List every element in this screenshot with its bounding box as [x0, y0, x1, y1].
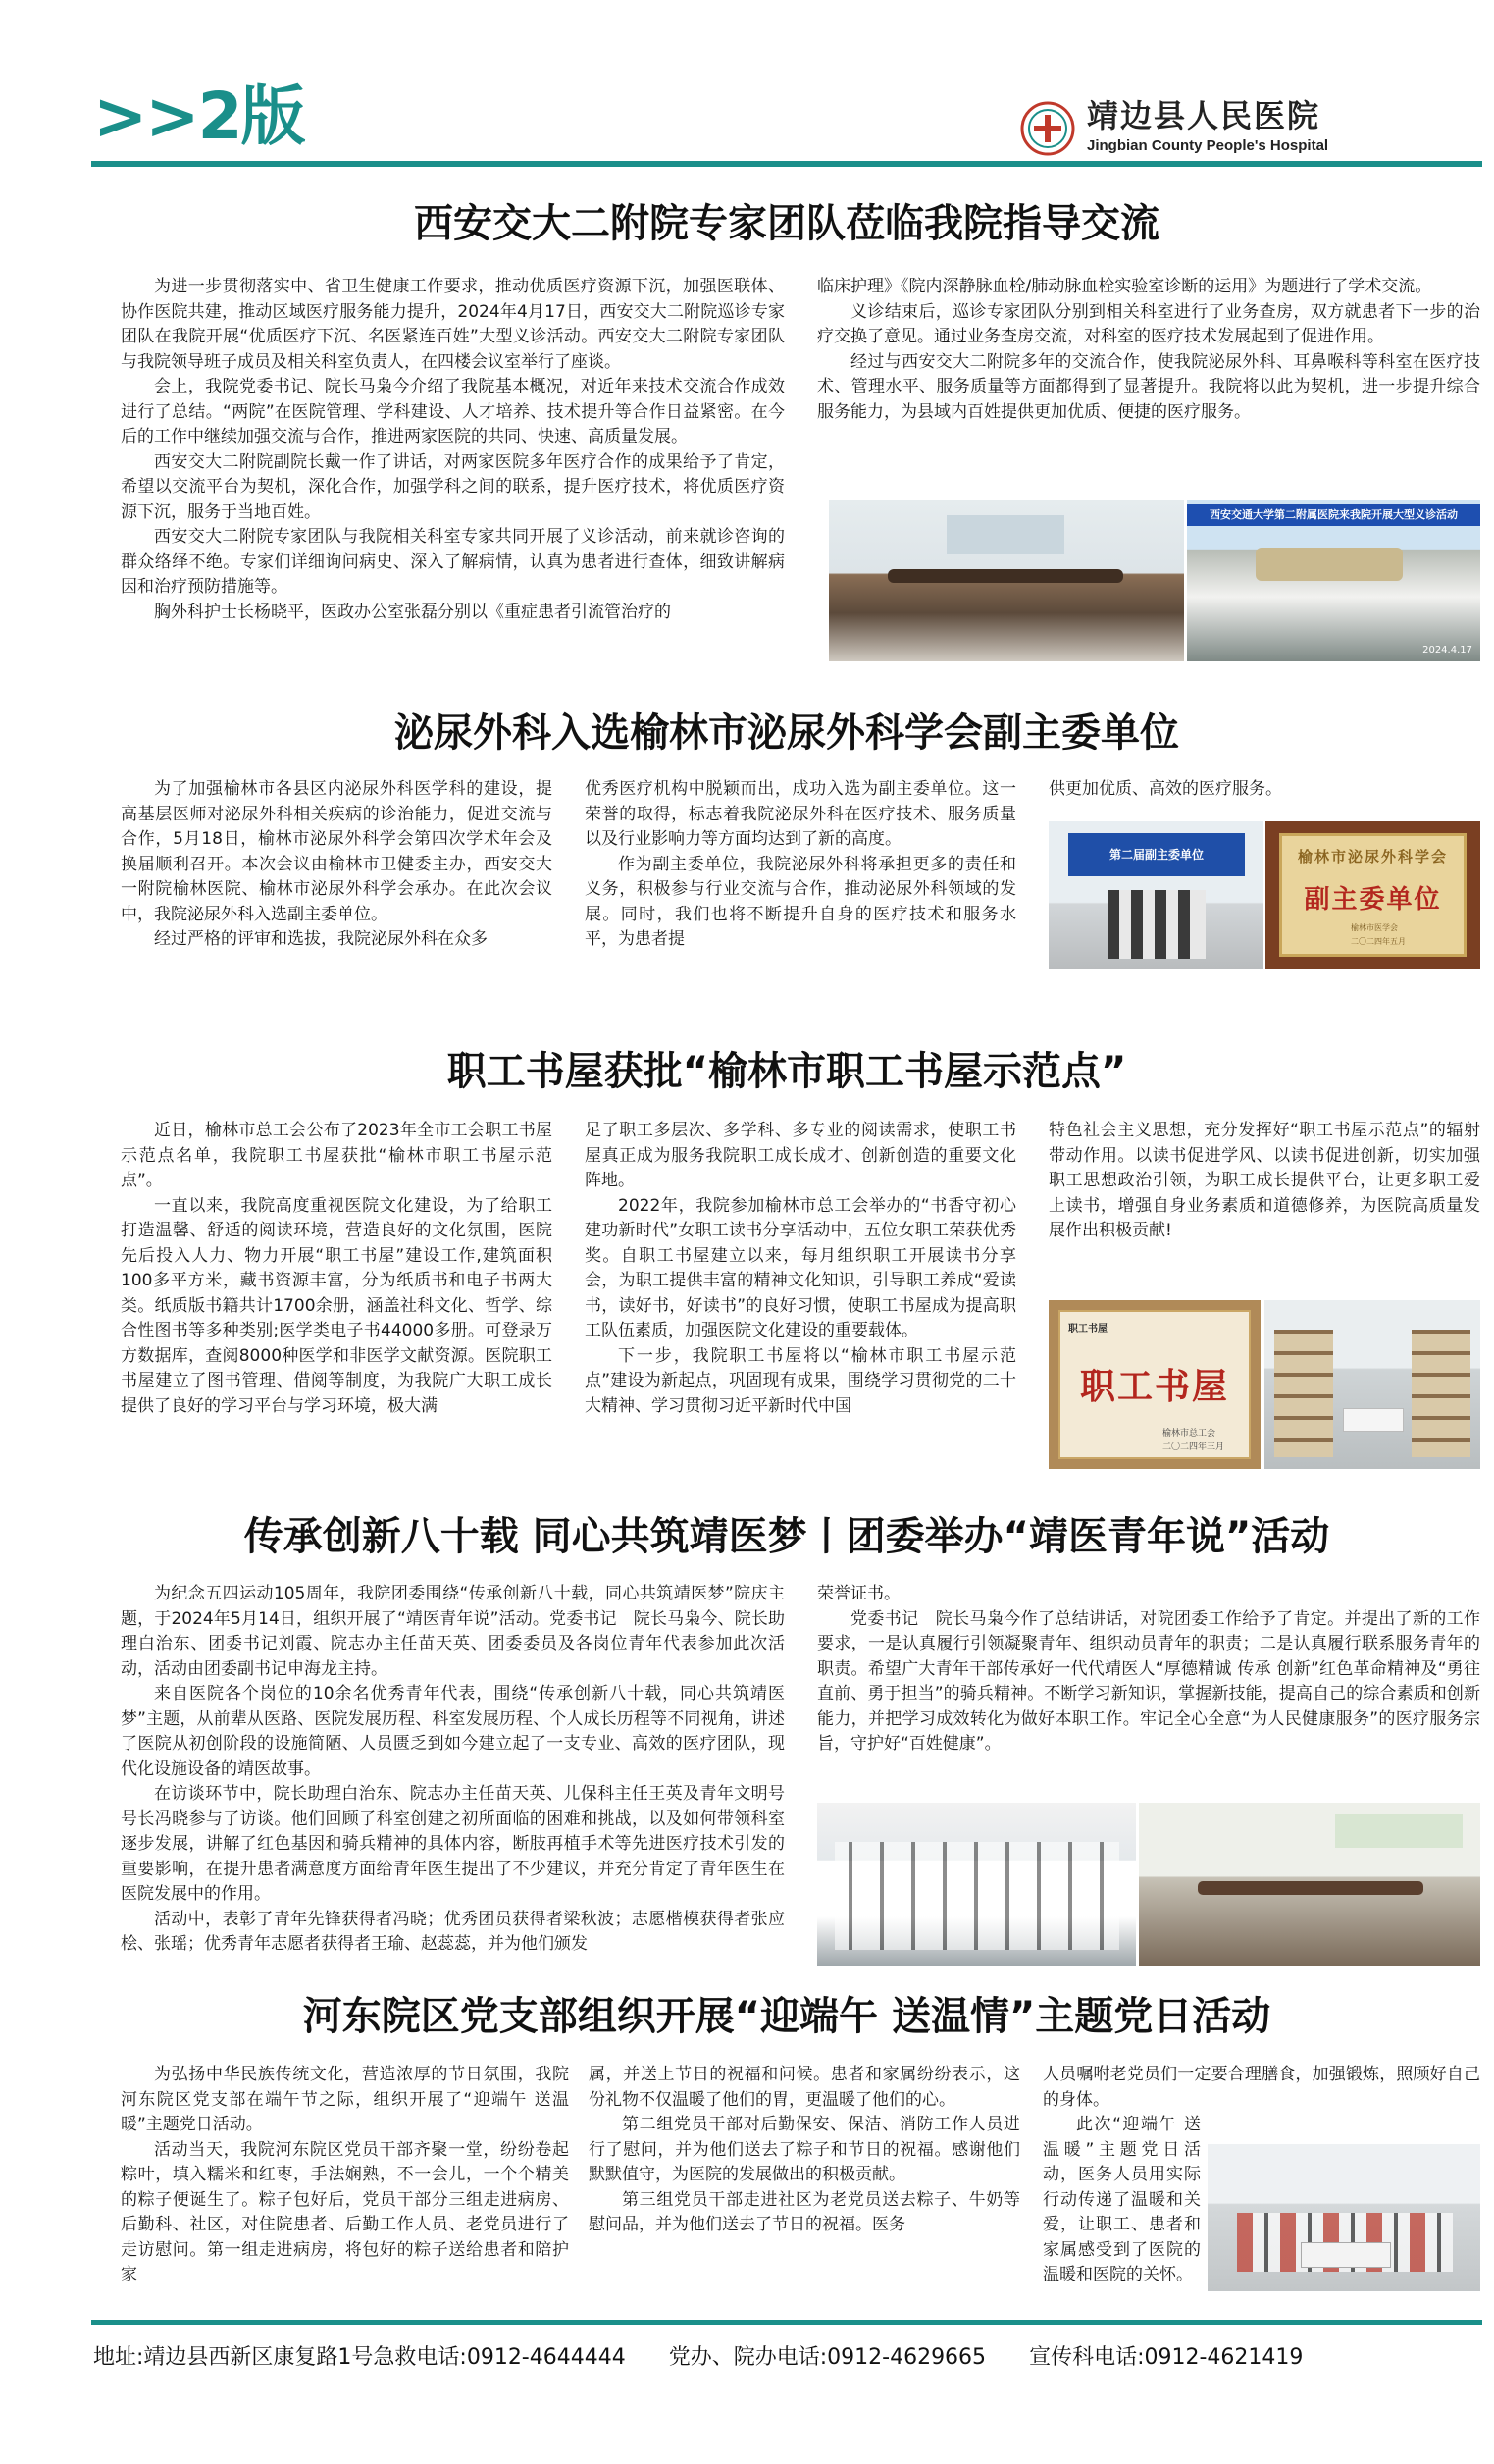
footer-office-phone: 党办、院办电话:0912-4629665	[668, 2345, 987, 2370]
plaque-issuer: 榆林市总工会	[1162, 1429, 1216, 1439]
paragraph: 一直以来，我院高度重视医院文化建设，为了给职工打造温馨、舒适的阅读环境，营造良好的文化氛围，医院先后投入人力、物力开展“职工书屋”建设工作,建筑面积100多平方米，藏书资源丰富，分为纸质书和电子书两大类。纸质版书籍共计1700余册，涵盖社科文化、哲学、综合性图书等多种类别;医学类电子书44000多册。可登录万方数据库，查阅8000种医学和非医学文献资源。医院职工书屋建立了图书管理、借阅等制度，为我院广大职工成长提供了良好的学习平台与学习环境，极大满	[121, 1195, 552, 1416]
youth-group-photo	[817, 1803, 1136, 1966]
paragraph: 来自医院各个岗位的10余名优秀青年代表，围绕“传承创新八十载，同心共筑靖医梦”主题，从前辈从医路、医院发展历程、科室发展历程、个人成长历程等不同视角，讲述了医院从初创阶段的设施简陋、人员匮乏到如今建立起了一支专业、高效的医疗团队，现代化设施设备的靖医故事。	[121, 1684, 785, 1779]
paragraph: 为纪念五四运动105周年，我院团委围绕“传承创新八十载，同心共筑靖医梦”院庆主题，于2024年5月14日，组织开展了“靖医青年说”活动。党委书记 院长马枭今、院长助理白治东、团委书记刘霞、院志办主任苗天英、团委委员及各岗位青年代表参加此次活动，活动由团委副书记申海龙主持。	[121, 1584, 785, 1679]
paragraph: 会上，我院党委书记、院长马枭今介绍了我院基本概况，对近年来技术交流合作成效进行了总结。“两院”在医院管理、学科建设、人才培养、技术提升等合作日益紧密。在今后的工作中继续加强交流与合作，推进两家医院的共同、快速、高质量发展。	[121, 377, 785, 446]
group-photo	[1187, 500, 1480, 661]
paragraph: 2022年，我院参加榆林市总工会举办的“书香守初心 建功新时代”女职工读书分享活动中，五位女职工荣获优秀奖。自职工书屋建立以来，每月组织职工开展读书分享会，为职工提供丰富的精神文化知识，引导职工养成“爱读书，读好书，好读书”的良好习惯，使职工书屋成为提高职工队伍素质，加强医院文化建设的重要载体。	[585, 1195, 1016, 1340]
reading-room-photo	[1264, 1300, 1480, 1469]
plaque-date: 二〇二四年五月	[1351, 937, 1406, 946]
hospital-logo-icon	[1020, 101, 1075, 156]
plaque-date: 二〇二四年三月	[1162, 1442, 1225, 1452]
paragraph: 属，并送上节日的祝福和问候。患者和家属纷纷表示，这份礼物不仅温暖了他们的胃，更温暖了他们的心。	[589, 2065, 1020, 2110]
plaque-small-label: 职工书屋	[1068, 1324, 1108, 1335]
article-5-title: 河东院区党支部组织开展“迎端午 送温情”主题党日活动	[302, 1994, 1271, 2039]
plaque-title: 榆林市泌尿外科学会	[1297, 848, 1448, 865]
footer-publicity-phone: 宣传科电话:0912-4621419	[1029, 2345, 1304, 2370]
article-3-col3	[1049, 1119, 1480, 1244]
paragraph: 为进一步贯彻落实中、省卫生健康工作要求，推动优质医疗资源下沉，加强医联体、协作医院共建，推动区域医疗服务能力提升，2024年4月17日，西安交大二附院巡诊专家团队在我院开展“优质医疗下沉、名医紧连百姓”大型义诊活动。西安交大二附院专家团队与我院领导班子成员及相关科室负责人，在四楼会议室举行了座谈。	[121, 277, 785, 372]
paragraph: 经过与西安交大二附院多年的交流合作，使我院泌尿外科、耳鼻喉科等科室在医疗技术、管理水平、服务质量等方面都得到了显著提升。我院将以此为契机，进一步提升综合服务能力，为县域内百姓提供更加优质、便捷的医疗服务。	[817, 351, 1480, 422]
paragraph: 活动当天，我院河东院区党员干部齐聚一堂，纷纷卷起粽叶，填入糯米和红枣，手法娴熟，不一会儿，一个个精美的粽子便诞生了。粽子包好后，党员干部分三组走进病房、后勤科、社区，对住院患者、后勤工作人员、老党员进行了走访慰问。第一组走进病房，将包好的粽子送给患者和陪护家	[121, 2139, 569, 2284]
article-3-col1	[121, 1119, 552, 1419]
article-1-col1	[121, 275, 785, 625]
paragraph: 下一步，我院职工书屋将以“榆林市职工书屋示范点”建设为新起点，巩固现有成果，围绕学习贯彻党的二十大精神、学习贯彻习近平新时代中国	[585, 1345, 1016, 1416]
paragraph: 足了职工多层次、多学科、多专业的阅读需求，使职工书屋真正成为服务我院职工成长成才、创新创造的重要文化阵地。	[585, 1121, 1016, 1190]
award-plaque-photo	[1265, 821, 1480, 969]
dragon-boat-visit-photo	[1208, 2144, 1480, 2291]
article-3-title: 职工书屋获批“榆林市职工书屋示范点”	[446, 1049, 1127, 1094]
paragraph: 人员嘱咐老党员们一定要合理膳食，加强锻炼，照顾好自己的身体。	[1043, 2065, 1480, 2110]
youth-forum-photo	[1139, 1803, 1480, 1966]
paragraph: 供更加优质、高效的医疗服务。	[1049, 779, 1282, 799]
footer-address: 地址:靖边县西新区康复路1号急救电话:0912-4644444	[93, 2345, 626, 2370]
paragraph: 胸外科护士长杨晓平，医政办公室张磊分别以《重症患者引流管治疗的	[154, 602, 671, 622]
paragraph: 为弘扬中华民族传统文化，营造浓厚的节日氛围，我院河东院区党支部在端午节之际，组织开展了“迎端午 送温暖”主题党日活动。	[121, 2065, 569, 2134]
paragraph: 义诊结束后，巡诊专家团队分别到相关科室进行了业务查房，双方就患者下一步的治疗交换了意见。通过业务查房交流，对科室的医疗技术发展起到了促进作用。	[817, 301, 1480, 346]
article-4-col2	[817, 1582, 1480, 1757]
photo-banner: 西安交通大学第二附属医院来我院开展大型义诊活动	[1187, 504, 1480, 526]
article-5-col3	[1043, 2063, 1480, 2113]
paragraph: 经过严格的评审和选拔，我院泌尿外科在众多	[154, 929, 488, 949]
paragraph: 此次“迎端午 送温暖”主题党日活动，医务人员用实际行动传递了温暖和关爱，让职工、患者和家属感受到了医院的温暖和医院的关怀。	[1043, 2115, 1201, 2284]
article-2-title: 泌尿外科入选榆林市泌尿外科学会副主委单位	[394, 710, 1179, 756]
article-2-col3	[1049, 777, 1480, 803]
article-5-col3-narrow	[1043, 2113, 1201, 2288]
paragraph: 西安交大二附院副院长戴一作了讲话，对两家医院多年医疗合作的成果给予了肯定，希望以交流平台为契机，深化合作，加强学科之间的联系，提升医疗技术，将优质医疗资源下沉，服务于当地百姓。	[121, 451, 785, 522]
paragraph: 第三组党员干部走进社区为老党员送去粽子、牛奶等慰问品，并为他们送去了节日的祝福。医务	[589, 2189, 1020, 2234]
hospital-name: 靖边县人民医院	[1087, 97, 1321, 134]
paragraph: 特色社会主义思想，充分发挥好“职工书屋示范点”的辐射带动作用。以读书促进学风、以读书促进创新，切实加强职工思想政治引领，为职工成长提供平台，让更多职工爱上读书，增强自身业务素质和道德修养，为医院高质量发展作出积极贡献!	[1049, 1121, 1480, 1240]
article-2-col1	[121, 777, 552, 953]
photo-date: 2024.4.17	[1422, 645, 1472, 655]
article-5-col2	[589, 2063, 1020, 2238]
book-house-plaque-photo	[1049, 1300, 1261, 1469]
footer-rule	[91, 2320, 1482, 2325]
article-4-title: 传承创新八十载 同心共筑靖医梦丨团委举办“靖医青年说”活动	[243, 1514, 1330, 1559]
paragraph: 荣誉证书。	[817, 1584, 901, 1603]
paragraph: 在访谈环节中，院长助理白治东、院志办主任苗天英、儿保科主任王英及青年文明号号长冯晓参与了访谈。他们回顾了科室创建之初所面临的困难和挑战，以及如何带领科室逐步发展，讲解了红色基因和骑兵精神的具体内容，断肢再植手术等先进医疗技术引发的重要影响，在提升患者满意度方面给青年医生提出了不少建议，并充分肯定了青年医生在医院发展中的作用。	[121, 1784, 785, 1904]
stage-banner: 第二届副主委单位	[1068, 833, 1245, 876]
hospital-name-en: Jingbian County People's Hospital	[1087, 137, 1329, 154]
award-stage-photo	[1049, 821, 1263, 969]
paragraph: 第二组党员干部对后勤保安、保洁、消防工作人员进行了慰问，并为他们送去了粽子和节日的祝福。感谢他们默默值守，为医院的发展做出的积极贡献。	[589, 2115, 1020, 2184]
paragraph: 西安交大二附院专家团队与我院相关科室专家共同开展了义诊活动，前来就诊咨询的群众络绎不绝。专家们详细询问病史、深入了解病情，认真为患者进行查体，细致讲解病因和治疗预防措施等。	[121, 527, 785, 597]
plaque-main: 职工书屋	[1079, 1366, 1229, 1407]
edition-label: >>2版	[93, 79, 304, 154]
article-4-col1	[121, 1582, 785, 1958]
article-2-col2	[585, 777, 1016, 953]
footer-contact	[93, 2343, 1303, 2373]
article-3-col2	[585, 1119, 1016, 1419]
paragraph: 为了加强榆林市各县区内泌尿外科医学科的建设，提高基层医师对泌尿外科相关疾病的诊治能力，促进交流与合作，5月18日，榆林市泌尿外科学会第四次学术年会及换届顺利召开。本次会议由榆林市卫健委主办，西安交大一附院榆林医院、榆林市泌尿外科学会承办。在此次会议中，我院泌尿外科入选副主委单位。	[121, 779, 552, 924]
paragraph: 近日，榆林市总工会公布了2023年全市工会职工书屋示范点名单，我院职工书屋获批“榆林市职工书屋示范点”。	[121, 1121, 552, 1190]
article-5-col1	[121, 2063, 569, 2288]
article-1-col2	[817, 275, 1480, 425]
article-1-title: 西安交大二附院专家团队莅临我院指导交流	[414, 201, 1159, 246]
header-rule	[91, 161, 1482, 167]
paragraph: 作为副主委单位，我院泌尿外科将承担更多的责任和义务，积极参与行业交流与合作，推动泌尿外科领域的发展。同时，我们也将不断提升自身的医疗技术和服务水平，为患者提	[585, 854, 1016, 949]
paragraph: 党委书记 院长马枭今作了总结讲话，对院团委工作给予了肯定。并提出了新的工作要求，一是认真履行引领凝聚青年、组织动员青年的职责；二是认真履行联系服务青年的职责。希望广大青年干部传承好一代代靖医人“厚德精诚 传承 创新”红色革命精神及“勇往直前、勇于担当”的骑兵精神。不断学习新知识，掌握新技能，提高自己的综合素质和创新能力，并把学习成效转化为做好本职工作。牢记全心全意“为人民健康服务”的医疗服务宗旨，守护好“百姓健康”。	[817, 1608, 1480, 1754]
plaque-main: 副主委单位	[1304, 885, 1442, 915]
paragraph: 临床护理》《院内深静脉血栓/肺动脉血栓实验室诊断的运用》为题进行了学术交流。	[817, 277, 1432, 296]
paragraph: 活动中，表彰了青年先锋获得者冯晓；优秀团员获得者梁秋波；志愿楷模获得者张应桧、张瑶；优秀青年志愿者获得者王瑜、赵蕊蕊，并为他们颁发	[121, 1909, 785, 1954]
plaque-issuer: 榆林市医学会	[1351, 923, 1398, 932]
paragraph: 优秀医疗机构中脱颖而出，成功入选为副主委单位。这一荣誉的取得，标志着我院泌尿外科在医疗技术、服务质量以及行业影响力等方面均达到了新的高度。	[585, 779, 1016, 849]
meeting-photo	[829, 500, 1184, 661]
